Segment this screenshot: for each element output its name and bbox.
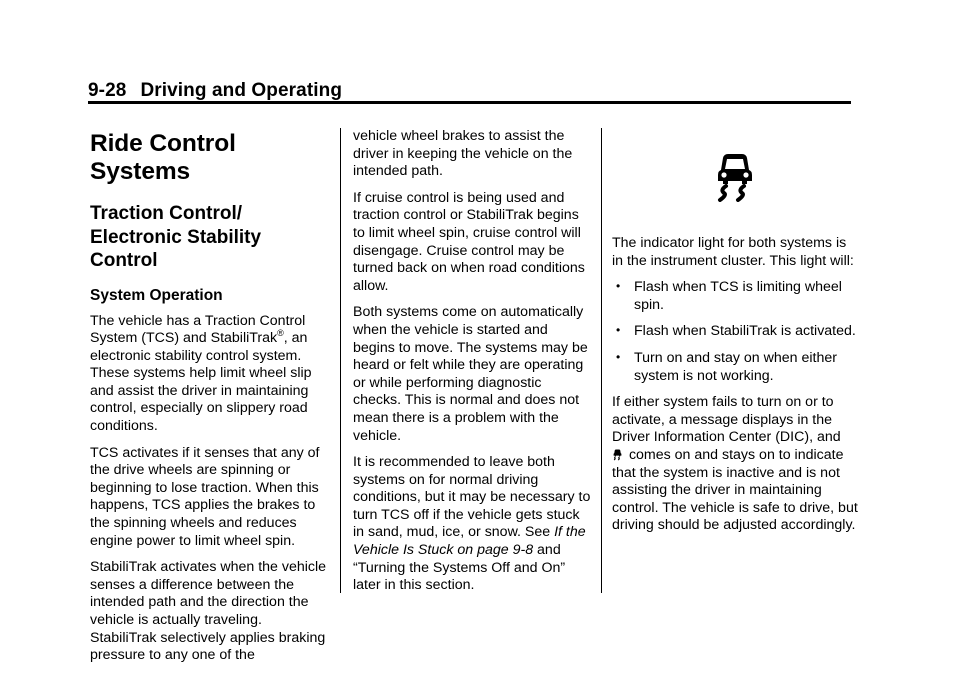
column-1 (90, 128, 330, 674)
paragraph: vehicle wheel brakes to assist the driver in keeping the vehicle on the intended path. (353, 128, 573, 180)
bullet-list (612, 279, 858, 385)
section-title: Driving and Operating (140, 80, 343, 101)
section-heading: Traction Control/ Electronic Stability Control (90, 203, 262, 271)
registered-mark: ® (277, 328, 284, 339)
paragraph: If cruise control is being used and traction control or StabiliTrak begins to limit wheel spin, cruise control will disengage. Cruise control may be turned back on when road conditions allow. (353, 189, 585, 294)
cross-reference-link[interactable]: If the Vehicle Is Stuck on page 9-8 (353, 524, 586, 559)
paragraph: Both systems come on automatically when the vehicle is started and begins to move. The systems may be heard or felt while they are operating or while performing diagnostic checks. This is normal and does not mean there is a problem with the vehicle. (353, 304, 588, 444)
list-item: • Turn on and stay on when either system is not working. (616, 349, 837, 384)
paragraph: The vehicle has a Traction Control System (TCS) and StabiliTrak®, an electronic stability control system. These systems help limit wheel slip and assist the driver in maintaining control, especially on slippery road conditions. (90, 312, 312, 435)
header-rule (88, 101, 851, 104)
page-title: Ride Control Systems (90, 130, 236, 185)
paragraph: TCS activates if it senses that any of the drive wheels are spinning or beginning to lose traction. When this happens, TCS applies the brakes to the spinning wheels and reduces engine power to limit wheel spin. (90, 444, 320, 549)
paragraph: The indicator light for both systems is in the instrument cluster. This light will: (612, 235, 854, 269)
subsection-heading: System Operation (90, 286, 223, 304)
column-2 (353, 128, 591, 604)
paragraph: It is recommended to leave both systems on for normal driving conditions, but it may be necessary to turn TCS off if the vehicle gets stuck in sand, mud, ice, or snow. See If the Vehicle Is Stuck on page 9-8 and “Turning the Systems Off and On” later in this section. (353, 454, 591, 594)
page-header (88, 80, 342, 102)
column-3 (612, 128, 858, 544)
bullet-icon: • (616, 323, 621, 338)
traction-control-inline-icon (612, 448, 623, 461)
list-item: • Flash when StabiliTrak is activated. (616, 323, 856, 340)
paragraph: StabiliTrak activates when the vehicle senses a difference between the intended path and the direction the vehicle is actually traveling. StabiliTrak selectively applies braking pressure to any one of the (90, 559, 327, 664)
bullet-icon: • (616, 279, 621, 294)
column-divider (601, 128, 602, 593)
bullet-icon: • (616, 349, 621, 364)
column-divider (340, 128, 341, 593)
list-item: • Flash when TCS is limiting wheel spin. (616, 279, 842, 313)
traction-control-icon (711, 150, 759, 202)
page-number: 9-28 (88, 80, 127, 101)
paragraph: If either system fails to turn on or to activate, a message displays in the Driver Information Center (DIC), and comes on and stays on to indicate that the system is inactive and is not assisting the driver in maintaining control. The vehicle is safe to drive, but driving should be adjusted accordingly. (612, 394, 858, 534)
